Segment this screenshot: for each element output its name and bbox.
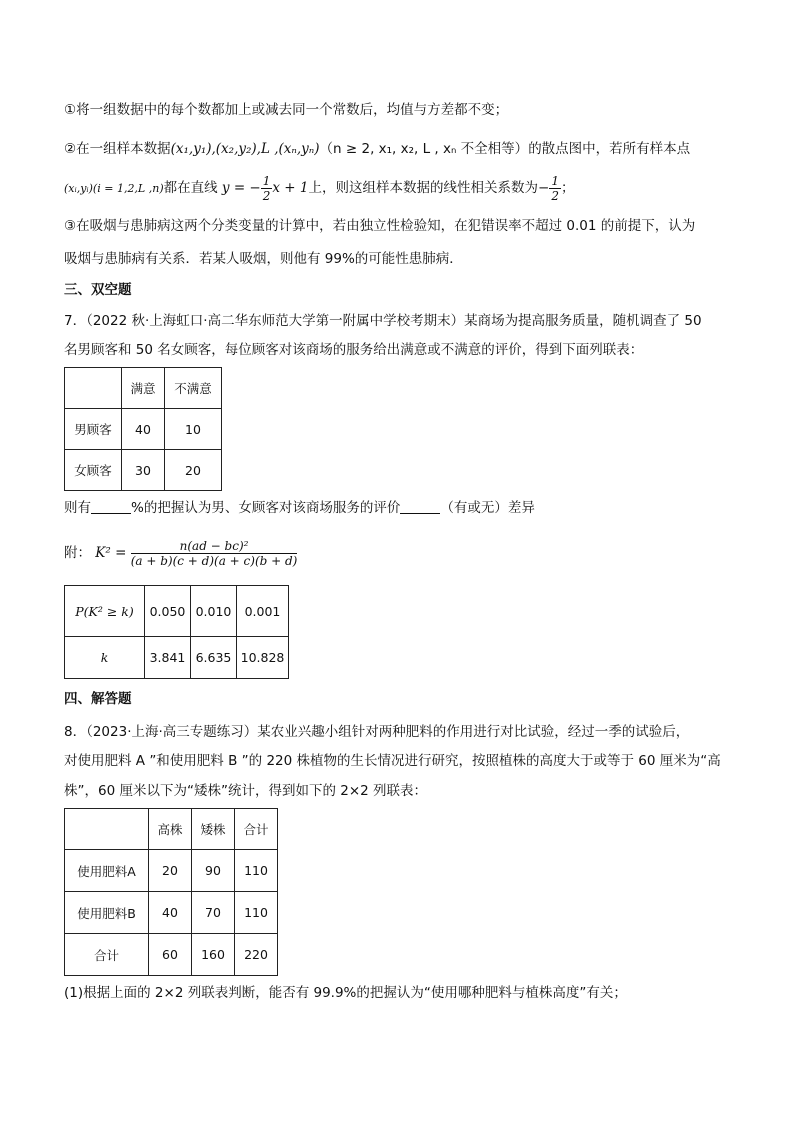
table-cell: 10.828 [237, 637, 289, 679]
table-cell: 3.841 [145, 637, 191, 679]
q7-fill-line [64, 498, 535, 518]
table-cell [65, 368, 122, 409]
q8-contingency-table [64, 808, 278, 976]
k2-numerator: n(ad − bc)² [131, 539, 298, 554]
statement-1: ①将一组数据中的每个数都加上或减去同一个常数后，均值与方差都不变； [64, 102, 509, 118]
table-cell: 60 [149, 934, 192, 976]
table-cell: 女顾客 [65, 450, 122, 491]
table-cell: 30 [122, 450, 165, 491]
table-row [65, 934, 278, 976]
q8-line-2: 对使用肥料 A ”和使用肥料 B ”的 220 株植物的生长情况进行研究，按照植株的高度大于或等于 60 厘米为“高 [64, 753, 721, 769]
formula-prefix: 附： [64, 545, 91, 561]
table-cell [65, 809, 149, 850]
q7-fill-c: （有或无）差异 [440, 500, 535, 516]
table-row [65, 586, 289, 637]
table-cell: 合计 [235, 809, 278, 850]
table-cell: 不满意 [165, 368, 222, 409]
k2-denominator: (a + b)(c + d)(a + c)(b + d) [130, 553, 298, 568]
r-den: 2 [551, 188, 559, 203]
formula-lhs: K² = [95, 545, 127, 561]
sample-data-expression: (x₁,y₁),(x₂,y₂),L ,(xₙ,yₙ) [170, 141, 320, 157]
statement-2-line-1 [64, 139, 690, 159]
statement-2-prefix: ②在一组样本数据 [64, 141, 171, 157]
table-cell: 20 [165, 450, 222, 491]
section-3-title: 三、双空题 [64, 282, 132, 298]
table-cell: 满意 [122, 368, 165, 409]
k2-fraction [131, 539, 298, 568]
statement-2-line-2 [64, 173, 574, 204]
q8-subquestion-1: (1)根据上面的 2×2 列联表判断，能否有 99.9%的把握认为“使用哪种肥料与植株高度”有关； [64, 985, 627, 1001]
statement-2-mid: 上，则这组样本数据的线性相关系数为 [308, 180, 538, 196]
table-cell: 6.635 [191, 637, 237, 679]
r-fraction [549, 174, 561, 203]
q7-fill-b: %的把握认为男、女顾客对该商场服务的评价 [131, 500, 401, 516]
table-header-row [65, 368, 222, 409]
line-text: 都在直线 [163, 180, 218, 196]
line-eq-right: x + 1 [272, 180, 309, 196]
critical-value-table [64, 585, 289, 679]
sample-points-expression: (xᵢ,yᵢ)(i = 1,2,L ,n) [64, 182, 164, 195]
table-cell: 0.050 [145, 586, 191, 637]
table-row [65, 850, 278, 892]
table-header-row [65, 809, 278, 850]
table-cell: 0.001 [237, 586, 289, 637]
statement-3-line-2: 吸烟与患肺病有关系．若某人吸烟，则他有 99%的可能性患肺病． [64, 251, 463, 267]
q8-line-3: 株”，60 厘米以下为“矮株”统计，得到如下的 2×2 列联表： [64, 783, 428, 799]
table-cell: 高株 [149, 809, 192, 850]
table-cell: 合计 [65, 934, 149, 976]
table-row [65, 892, 278, 934]
statement-3-line-1: ③在吸烟与患肺病这两个分类变量的计算中，若由独立性检验知，在犯错误率不超过 0.01 的前提下，认为 [64, 218, 696, 234]
table-cell: 160 [192, 934, 235, 976]
line-eq-left: y = − [221, 180, 261, 196]
table-row [65, 409, 222, 450]
q7-contingency-table [64, 367, 222, 491]
line-slope-num: 1 [262, 173, 271, 188]
q7-line-1: 7．（2022 秋·上海虹口·高二华东师范大学第一附属中学校考期末）某商场为提高服务质量，随机调查了 50 [64, 313, 702, 329]
table-cell: 使用肥料B [65, 892, 149, 934]
table-cell: P(K² ≥ k) [65, 586, 145, 637]
table-cell: k [65, 637, 145, 679]
table-cell: 110 [235, 892, 278, 934]
table-cell: 110 [235, 850, 278, 892]
line-slope-den: 2 [262, 188, 271, 203]
q7-fill-a: 则有 [64, 500, 91, 516]
q7-line-2: 名男顾客和 50 名女顾客，每位顾客对该商场的服务给出满意或不满意的评价，得到下面列联表： [64, 342, 644, 358]
table-cell: 10 [165, 409, 222, 450]
table-cell: 矮株 [192, 809, 235, 850]
line-slope-fraction [261, 174, 273, 203]
table-cell: 使用肥料A [65, 850, 149, 892]
answer-blank-2[interactable] [400, 499, 440, 514]
answer-blank-1[interactable] [91, 499, 131, 514]
k2-formula-line [64, 533, 297, 573]
table-cell: 90 [192, 850, 235, 892]
table-cell: 70 [192, 892, 235, 934]
table-cell: 男顾客 [65, 409, 122, 450]
r-num: 1 [551, 173, 559, 188]
q8-line-1: 8．（2023·上海·高三专题练习）某农业兴趣小组针对两种肥料的作用进行对比试验，经过一季的试验后， [64, 724, 690, 740]
table-cell: 40 [122, 409, 165, 450]
r-left: − [538, 180, 550, 196]
table-cell: 0.010 [191, 586, 237, 637]
table-cell: 40 [149, 892, 192, 934]
table-row [65, 450, 222, 491]
statement-2-end: ； [560, 180, 575, 196]
table-row [65, 637, 289, 679]
table-cell: 20 [149, 850, 192, 892]
sample-condition: （n ≥ 2, x₁, x₂, L , xₙ 不全相等） [319, 141, 529, 157]
table-cell: 220 [235, 934, 278, 976]
section-4-title: 四、解答题 [64, 691, 132, 707]
statement-2-suffix: 的散点图中，若所有样本点 [528, 141, 691, 157]
